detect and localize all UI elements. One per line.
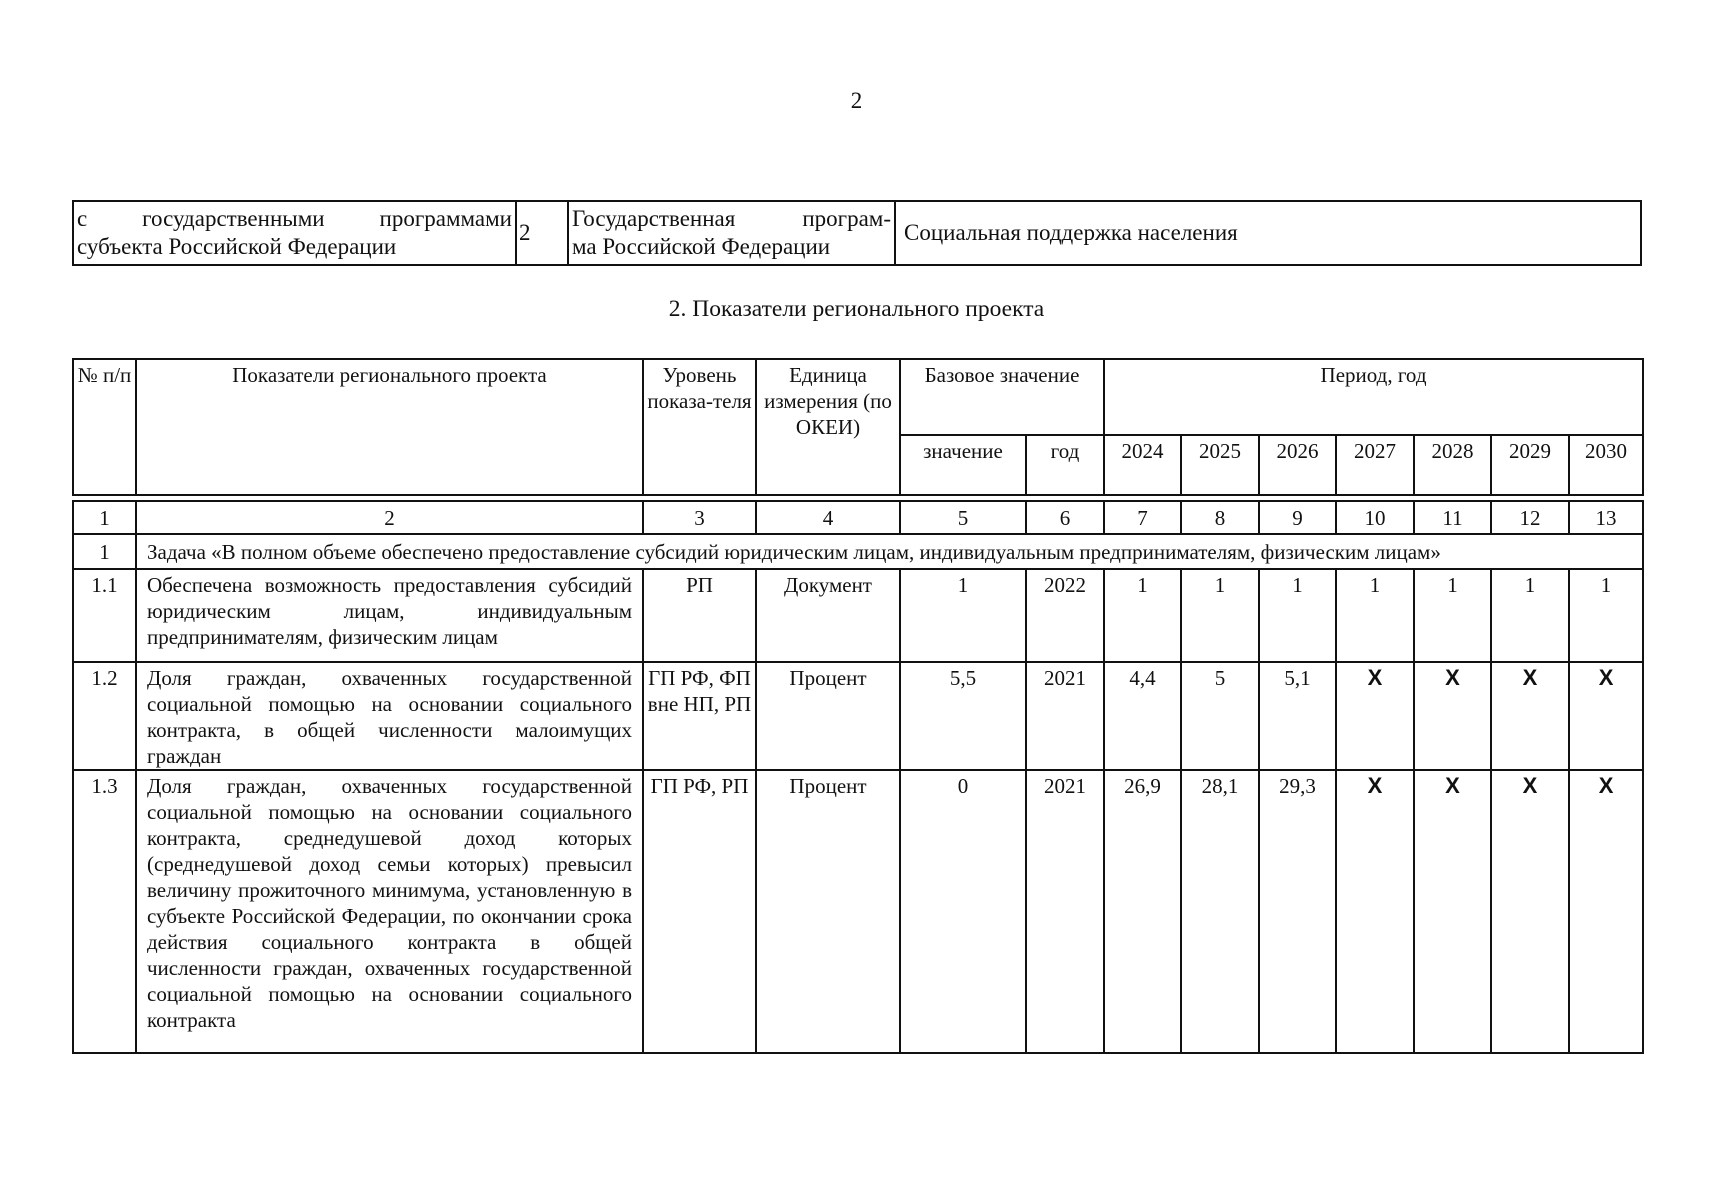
link-program-line1: Государственная програм-: [572, 206, 891, 231]
column-number: 1: [73, 501, 136, 534]
row-level: ГП РФ, РП: [643, 770, 756, 1053]
header-base-year: год: [1026, 435, 1104, 495]
header-row-1: [73, 359, 1643, 435]
row-num: 1.2: [73, 662, 136, 770]
header-year: 2027: [1336, 435, 1414, 495]
row-value: X: [1414, 662, 1491, 770]
header-year: 2029: [1491, 435, 1569, 495]
section-title: 2. Показатели регионального проекта: [668, 296, 1045, 322]
row-value: 28,1: [1181, 770, 1259, 1053]
column-number: 7: [1104, 501, 1181, 534]
row-value: 26,9: [1104, 770, 1181, 1053]
row-value: 1: [1104, 569, 1181, 662]
row-level: РП: [643, 569, 756, 662]
row-unit: Процент: [756, 770, 900, 1053]
table-row: [73, 569, 1643, 662]
task-row: [73, 534, 1643, 569]
column-number: 4: [756, 501, 900, 534]
link-cell-number: 2: [516, 201, 568, 265]
header-base: Базовое значение: [900, 359, 1104, 435]
row-value: X: [1336, 662, 1414, 770]
header-level: Уровень показа-теля: [643, 359, 756, 495]
column-number: 8: [1181, 501, 1259, 534]
row-unit: Процент: [756, 662, 900, 770]
row-value: X: [1336, 770, 1414, 1053]
row-value: X: [1414, 770, 1491, 1053]
header-year: 2026: [1259, 435, 1336, 495]
row-base-value: 0: [900, 770, 1026, 1053]
row-value: X: [1569, 662, 1643, 770]
link-cell-program-name: Социальная поддержка населения: [895, 201, 1641, 265]
column-number: 9: [1259, 501, 1336, 534]
row-value: X: [1491, 770, 1569, 1053]
row-indicator-name: Обеспечена возможность предоставления субсидий юридическим лицам, индивидуальным предпринимателям, физическим лицам: [136, 569, 643, 662]
row-base-year: 2022: [1026, 569, 1104, 662]
row-value: 5,1: [1259, 662, 1336, 770]
row-value: X: [1569, 770, 1643, 1053]
row-base-year: 2021: [1026, 662, 1104, 770]
row-value: 5: [1181, 662, 1259, 770]
row-unit: Документ: [756, 569, 900, 662]
task-text: Задача «В полном объеме обеспечено предоставление субсидий юридическим лицам, индивидуальным предпринимателям, физическим лицам»: [136, 534, 1643, 569]
link-cell-program-type: [568, 201, 895, 265]
row-value: X: [1491, 662, 1569, 770]
row-base-year: 2021: [1026, 770, 1104, 1053]
row-value: 1: [1259, 569, 1336, 662]
row-base-value: 5,5: [900, 662, 1026, 770]
column-number: 10: [1336, 501, 1414, 534]
header-year: 2024: [1104, 435, 1181, 495]
page-number: 2: [850, 88, 863, 113]
row-num: 1.3: [73, 770, 136, 1053]
column-number-row: [73, 501, 1643, 534]
header-unit: Единица измерения (по ОКЕИ): [756, 359, 900, 495]
row-indicator-name: Доля граждан, охваченных государственной социальной помощью на основании социального контракта, среднедушевой доход которых (среднедушевой доход семьи которых) превысил величину прожиточного минимума, установленную в субъекте Российской Федерации, по окончании срока действия социального контракта в общей численности граждан, охваченных государственной социальной помощью на основании социального контракта: [136, 770, 643, 1053]
row-num: 1.1: [73, 569, 136, 662]
row-value: 1: [1181, 569, 1259, 662]
row-value: 1: [1569, 569, 1643, 662]
row-value: 1: [1336, 569, 1414, 662]
link-cell-label: [73, 201, 516, 265]
row-base-value: 1: [900, 569, 1026, 662]
link-label-line1: с государственными программами: [77, 206, 512, 231]
header-base-value: значение: [900, 435, 1026, 495]
row-value: 1: [1491, 569, 1569, 662]
header-year: 2025: [1181, 435, 1259, 495]
link-label-line2: субъекта Российской Федерации: [77, 234, 397, 259]
header-year: 2030: [1569, 435, 1643, 495]
task-num: 1: [73, 534, 136, 569]
row-value: 29,3: [1259, 770, 1336, 1053]
table-row: [73, 770, 1643, 1053]
column-number: 6: [1026, 501, 1104, 534]
indicators-table: [72, 358, 1644, 1054]
link-program-line2: ма Российской Федерации: [572, 234, 831, 259]
column-number: 12: [1491, 501, 1569, 534]
header-indicator: Показатели регионального проекта: [136, 359, 643, 495]
column-number: 2: [136, 501, 643, 534]
program-link-table: [72, 200, 1642, 266]
column-number: 5: [900, 501, 1026, 534]
row-indicator-name: Доля граждан, охваченных государственной социальной помощью на основании социального контракта, в общей численности малоимущих граждан: [136, 662, 643, 770]
header-num: № п/п: [73, 359, 136, 495]
table-row: [73, 662, 1643, 770]
column-number: 11: [1414, 501, 1491, 534]
column-number: 3: [643, 501, 756, 534]
row-level: ГП РФ, ФП вне НП, РП: [643, 662, 756, 770]
header-year: 2028: [1414, 435, 1491, 495]
row-value: 1: [1414, 569, 1491, 662]
row-value: 4,4: [1104, 662, 1181, 770]
program-link-row: [73, 201, 1641, 265]
header-period: Период, год: [1104, 359, 1643, 435]
column-number: 13: [1569, 501, 1643, 534]
